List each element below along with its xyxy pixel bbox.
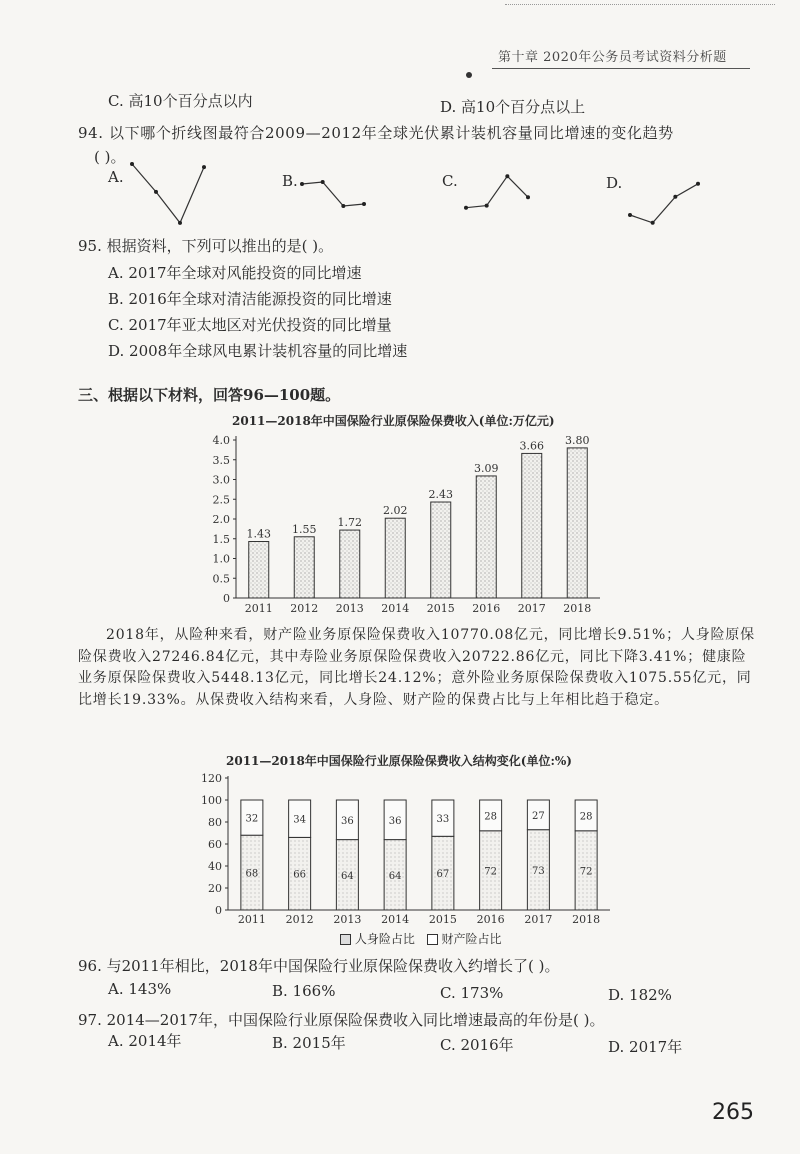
chart2-x-tick-label: 2013: [333, 913, 362, 924]
chart1-y-tick-label: 3.0: [212, 473, 230, 487]
chart1-data-label: 2.02: [383, 504, 408, 518]
chart1-y-tick-label: 2.5: [212, 493, 230, 507]
chart1-x-tick-label: 2015: [426, 602, 455, 615]
chart2-title: 2011—2018年中国保险行业原保险保费收入结构变化(单位:%): [226, 754, 572, 768]
sparkline-point: [651, 221, 655, 225]
chart2-label-property: 33: [436, 814, 450, 826]
chart1-x-tick-label: 2013: [335, 602, 364, 615]
q94-option-c-sparkline: [462, 168, 532, 218]
chart1-x-tick-label: 2017: [517, 602, 546, 615]
chart1-data-label: 2.43: [428, 488, 453, 502]
sparkline-point: [526, 195, 530, 199]
sparkline-point: [341, 204, 345, 208]
q93-option-c: C. 高10个百分点以内: [108, 92, 253, 110]
q95-option-a: A. 2017年全球对风能投资的同比增速: [108, 264, 362, 282]
q94-option-b-label: B.: [282, 172, 298, 190]
chart2-legend: [340, 930, 502, 947]
chart1-y-tick-label: 1.0: [212, 552, 230, 566]
chart1-y-tick-label: 4.0: [212, 434, 230, 447]
chart1-bar: [385, 518, 405, 598]
sparkline-point: [362, 202, 366, 206]
chart2-x-tick-label: 2017: [524, 913, 553, 924]
sparkline-point: [505, 174, 509, 178]
chart2-y-tick-label: 80: [208, 816, 222, 829]
chart2-label-property: 28: [579, 811, 593, 823]
q94-option-b-sparkline: [298, 168, 368, 216]
chart2-label-property: 34: [293, 814, 306, 826]
chart1-data-label: 1.55: [292, 522, 317, 536]
header-dotted-rule: [505, 4, 775, 5]
sparkline-point: [202, 165, 206, 169]
q96-option-b: B. 166%: [272, 982, 336, 1000]
q94-option-d-label: D.: [606, 174, 623, 192]
chart1-x-tick-label: 2014: [381, 602, 410, 615]
chart2-label-life: 64: [388, 870, 402, 882]
chart1-y-tick-label: 1.5: [212, 532, 230, 546]
chart2-label-life: 67: [436, 869, 450, 881]
legend-label-property: 财产险占比: [441, 932, 502, 946]
chart2-label-life: 68: [245, 868, 259, 880]
chart2-label-life: 73: [532, 865, 545, 877]
chart2-label-property: 27: [532, 810, 545, 822]
chart1-svg: [200, 428, 620, 628]
chart1-bar: [522, 453, 542, 598]
q97-stem: 97. 2014—2017年，中国保险行业原保险保费收入同比增速最高的年份是( )。: [78, 1011, 605, 1029]
material-paragraph: 2018年，从险种来看，财产险业务原保险保费收入10770.08亿元，同比增长9.51%；人身险原保险保费收入27246.84亿元，其中寿险业务原保险保费收入20722.86亿元，同比下降3.41%；健康险业务原保险保费收入5448.13亿元，同比增长24.12%；意外险业务原保险保费收入1075.55亿元，同比增长19.33%。从保费收入结构来看，人身险、财产险的保费占比与上年相比趋于稳定。: [78, 627, 755, 708]
chart1-y-tick-label: 0: [223, 592, 230, 605]
q96-option-c: C. 173%: [440, 984, 504, 1002]
q94-stem-line1: 94. 以下哪个折线图最符合2009—2012年全球光伏累计装机容量同比增速的变化趋势: [78, 124, 674, 142]
chart2-y-tick-label: 120: [201, 772, 222, 785]
chart1-data-label: 1.43: [246, 527, 271, 541]
q96-option-d: D. 182%: [608, 986, 672, 1004]
header-dot: [466, 72, 472, 78]
legend-label-life: 人身险占比: [354, 932, 415, 946]
q94-option-c-label: C.: [442, 172, 458, 190]
header-rule: [492, 68, 750, 69]
chart2-x-tick-label: 2015: [428, 913, 457, 924]
chart1-data-label: 1.72: [337, 516, 362, 530]
chart2-x-tick-label: 2018: [572, 913, 601, 924]
q97-option-a: A. 2014年: [108, 1032, 182, 1050]
chart1-data-label: 3.09: [474, 461, 499, 475]
chart2-y-tick-label: 0: [215, 904, 222, 917]
chart2-label-property: 28: [484, 811, 497, 823]
chart1-x-tick-label: 2018: [563, 602, 592, 615]
q95-stem: 95. 根据资料，下列可以推出的是( )。: [78, 237, 334, 255]
chart2-svg: [190, 768, 620, 924]
page-number: 265: [712, 1100, 754, 1125]
chart1-y-tick-label: 0.5: [212, 572, 230, 586]
chart1-x-tick-label: 2011: [244, 602, 273, 615]
chart2-y-tick-label: 40: [208, 860, 222, 873]
q96-option-a: A. 143%: [108, 980, 172, 998]
sparkline-point: [696, 182, 700, 186]
sparkline-point: [464, 206, 468, 210]
chart2-y-tick-label: 60: [208, 838, 222, 851]
chart1-data-label: 3.80: [565, 433, 590, 447]
chart1-bar: [431, 502, 451, 598]
sparkline-point: [178, 221, 182, 225]
chart2-y-tick-label: 100: [201, 794, 222, 807]
chart1-bar: [249, 542, 269, 598]
chart2-label-property: 36: [388, 815, 402, 827]
q95-option-c: C. 2017年亚太地区对光伏投资的同比增量: [108, 316, 392, 334]
chart2-label-life: 72: [579, 866, 593, 878]
chart2-label-life: 66: [293, 869, 306, 881]
q95-option-d: D. 2008年全球风电累计装机容量的同比增速: [108, 342, 408, 360]
q94-stem-line2: ( )。: [94, 148, 126, 166]
chart2-label-property: 32: [245, 813, 259, 825]
sparkline-point: [673, 195, 677, 199]
chart1-x-tick-label: 2012: [290, 602, 319, 615]
chart2-x-tick-label: 2012: [285, 913, 314, 924]
chart1-data-label: 3.66: [519, 439, 544, 453]
chart2-x-tick-label: 2016: [476, 913, 505, 924]
sparkline-point: [300, 182, 304, 186]
sparkline-point: [321, 180, 325, 184]
chart1-bar: [567, 448, 587, 598]
chart2-label-life: 64: [341, 870, 354, 882]
sparkline-point: [628, 213, 632, 217]
chart1-bar: [476, 476, 496, 598]
chart1-x-tick-label: 2016: [472, 602, 501, 615]
chart1-bar: [294, 537, 314, 598]
q94-option-a-label: A.: [108, 168, 124, 186]
q95-option-b: B. 2016年全球对清洁能源投资的同比增速: [108, 290, 392, 308]
running-header: 第十章 2020年公务员考试资料分析题: [498, 50, 727, 65]
legend-swatch-property: [427, 934, 438, 945]
chart1-title: 2011—2018年中国保险行业原保险保费收入(单位:万亿元): [232, 414, 555, 428]
q97-option-d: D. 2017年: [608, 1038, 683, 1056]
chart1-y-tick-label: 3.5: [212, 453, 230, 467]
chart2-x-tick-label: 2011: [237, 913, 266, 924]
chart1-y-tick-label: 2.0: [212, 513, 230, 526]
q96-stem: 96. 与2011年相比，2018年中国保险行业原保险保费收入约增长了( )。: [78, 957, 560, 975]
chart2-label-property: 36: [341, 815, 354, 827]
q94-option-d-sparkline: [626, 172, 702, 232]
q97-option-b: B. 2015年: [272, 1034, 346, 1052]
chart2-label-life: 72: [484, 866, 497, 878]
sparkline-point: [485, 204, 489, 208]
sparkline-point: [130, 162, 134, 166]
section3-heading: 三、根据以下材料，回答96—100题。: [78, 386, 341, 404]
q97-option-c: C. 2016年: [440, 1036, 514, 1054]
chart2-x-tick-label: 2014: [381, 913, 410, 924]
q94-option-a-sparkline: [128, 160, 208, 230]
chart1-bar: [340, 530, 360, 598]
legend-swatch-life: [340, 934, 351, 945]
sparkline-point: [154, 190, 158, 194]
q93-option-d: D. 高10个百分点以上: [440, 98, 586, 116]
chart2-y-tick-label: 20: [208, 882, 222, 895]
